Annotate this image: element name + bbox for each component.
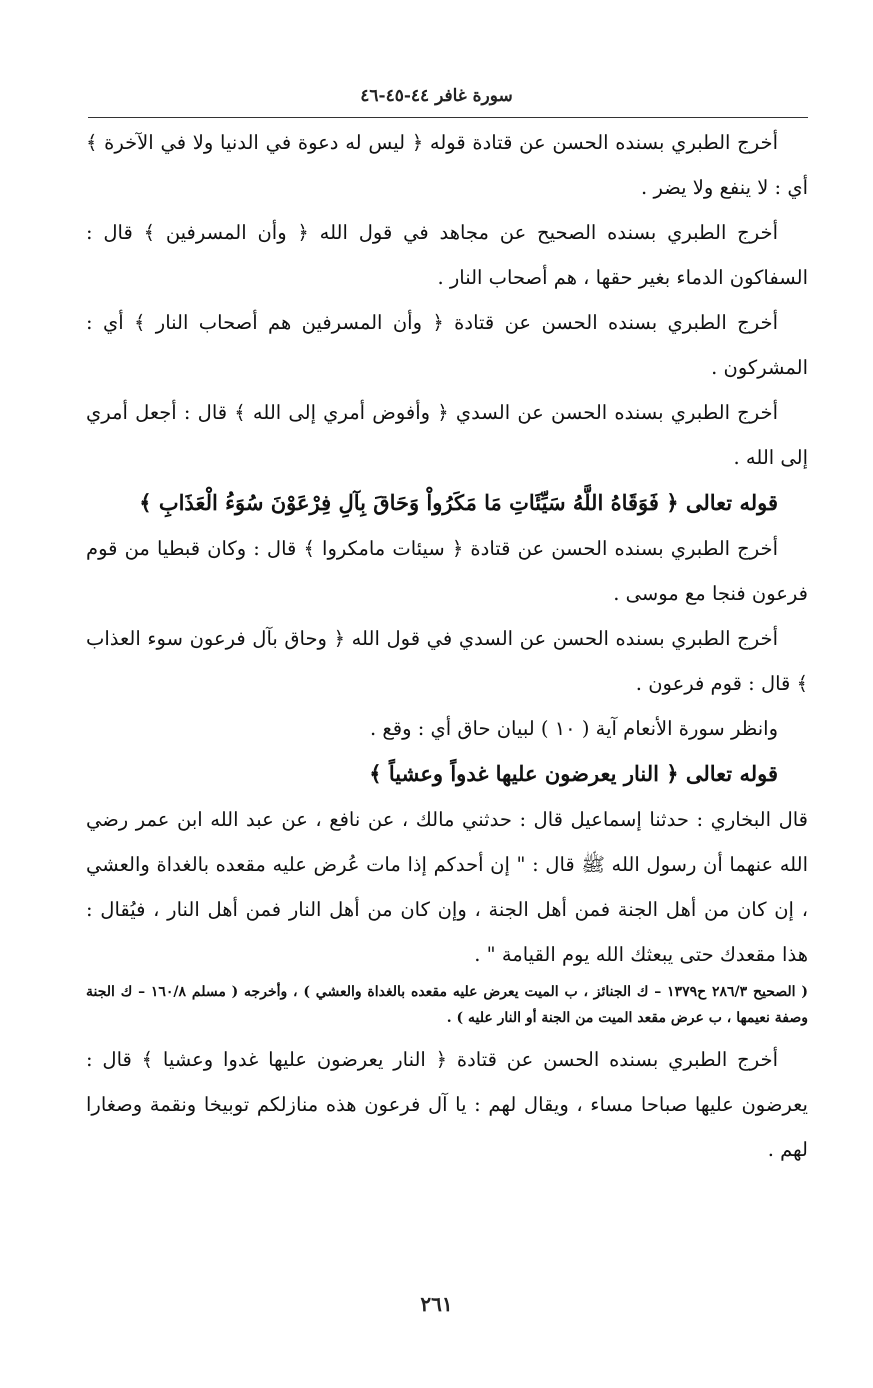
paragraph-4: أخرج الطبري بسنده الحسن عن السدي ﴿ وأفوض أمري إلى الله ﴾ قال : أجعل أمري إلى الله .	[86, 401, 808, 469]
verse-heading-2: قوله تعالى ﴿ النار يعرضون عليها غدواً وعشياً ﴾	[369, 761, 778, 786]
page-body	[86, 120, 808, 1172]
page-number: ٢٦١	[420, 1292, 453, 1316]
paragraph-3: أخرج الطبري بسنده الحسن عن قتادة ﴿ وأن المسرفين هم أصحاب النار ﴾ أي : المشركون .	[86, 311, 808, 379]
footnote-reference: ( الصحيح ٢٨٦/٣ ح١٣٧٩ – ك الجنائز ، ب الميت يعرض عليه مقعده بالغداة والعشي ) ، وأخرجه ( مسلم ١٦٠/٨ – ك الجنة وصفة نعيمها ، ب عرض مقعد الميت من الجنة أو النار عليه ) .	[86, 984, 808, 1026]
last-paragraph: أخرج الطبري بسنده الحسن عن قتادة ﴿ النار يعرضون عليها غدوا وعشيا ﴾ قال : يعرضون عليها صباحا مساء ، ويقال لهم : يا آل فرعون هذه منازلكم توبيخا ونقمة وصغارا لهم .	[86, 1048, 808, 1161]
paragraph-6: أخرج الطبري بسنده الحسن عن السدي في قول الله ﴿ وحاق بآل فرعون سوء العذاب ﴾ قال : قوم فرعون .	[86, 627, 808, 695]
hadith-paragraph: قال البخاري : حدثنا إسماعيل قال : حدثني مالك ، عن نافع ، عن عبد الله ابن عمر رضي الله عنهما أن رسول الله ﷺ قال : " إن أحدكم إذا مات عُرض عليه مقعده بالغداة والعشي ، إن كان من أهل الجنة فمن أهل الجنة ، وإن كان من أهل النار فمن أهل النار ، فيُقال : هذا مقعدك حتى يبعثك الله يوم القيامة " .	[86, 808, 808, 966]
paragraph-2: أخرج الطبري بسنده الصحيح عن مجاهد في قول الله ﴿ وأن المسرفين ﴾ قال : السفاكون الدماء بغير حقها ، هم أصحاب النار .	[86, 221, 808, 289]
verse-heading-1: قوله تعالى ﴿ فَوَقَاهُ اللَّهُ سَيِّئَاتِ مَا مَكَرُواْ وَحَاقَ بِآلِ فِرْعَوْنَ سُوَءُ الْعَذَابِ ﴾	[139, 490, 778, 515]
paragraph-1: أخرج الطبري بسنده الحسن عن قتادة قوله ﴿ ليس له دعوة في الدنيا ولا في الآخرة ﴾ أي : لا ينفع ولا يضر .	[86, 131, 808, 199]
header-rule	[88, 117, 808, 118]
paragraph-5: أخرج الطبري بسنده الحسن عن قتادة ﴿ سيئات مامكروا ﴾ قال : وكان قبطيا من قوم فرعون فنجا مع موسى .	[86, 537, 808, 605]
paragraph-7: وانظر سورة الأنعام آية ( ١٠ ) لبيان حاق أي : وقع .	[370, 717, 778, 740]
running-header: سورة غافر ٤٤-٤٥-٤٦	[360, 86, 513, 106]
